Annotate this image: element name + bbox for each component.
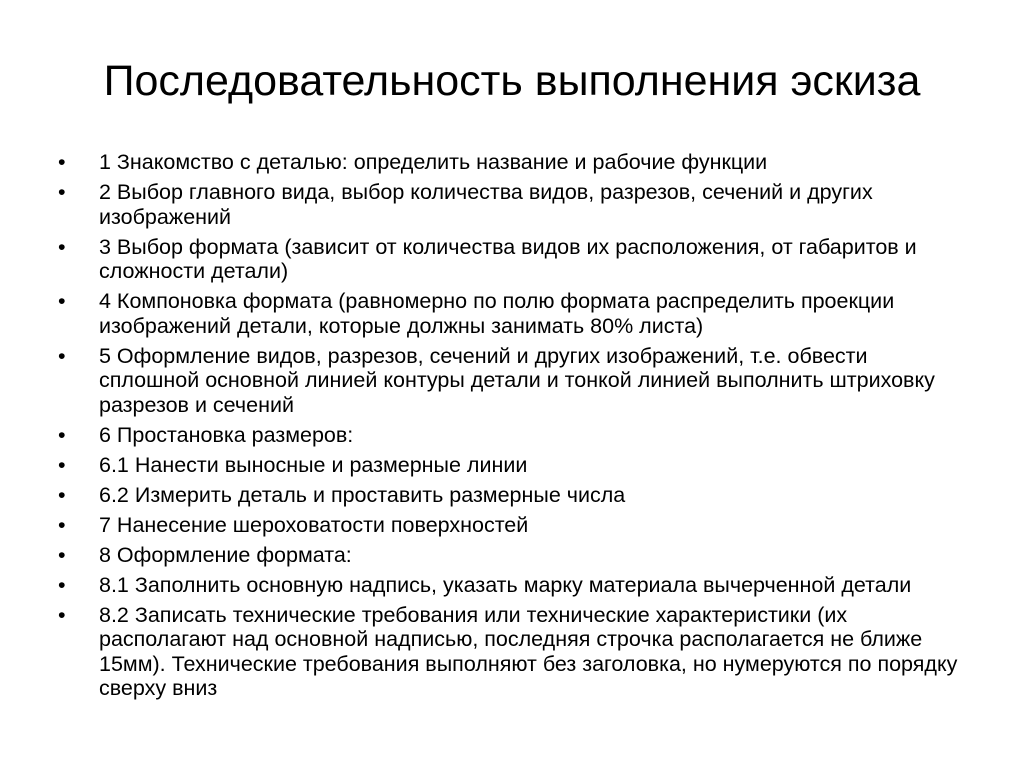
bullet-text: 6.1 Нанести выносные и размерные линии bbox=[99, 452, 528, 477]
bullet-icon: • bbox=[58, 452, 66, 477]
bullet-text: 5 Оформление видов, разрезов, сечений и других изображений, т.е. обвести сплошной основной линией контуры детали и тонкой линией выполнить штриховку разрезов и сечений bbox=[99, 343, 935, 417]
bullet-text: 8.1 Заполнить основную надпись, указать марку материала вычерченной детали bbox=[99, 572, 912, 597]
bullet-icon: • bbox=[58, 180, 66, 204]
bullet-text: 8.2 Записать технические требования или технические характеристики (их располагают над основной надписью, последняя строчка располагается не ближе 15мм). Технические требования выполняют без заголовка, но нумеруются по порядку сверху вниз bbox=[99, 602, 958, 700]
bullet-icon: • bbox=[58, 512, 66, 537]
bullet-icon: • bbox=[58, 150, 66, 174]
bullet-item-7 bbox=[58, 453, 958, 478]
bullet-icon: • bbox=[58, 602, 66, 627]
bullet-item-3 bbox=[58, 235, 958, 284]
bullet-text: 6.2 Измерить деталь и проставить размерные числа bbox=[99, 482, 626, 507]
bullet-icon: • bbox=[58, 572, 66, 597]
slide-title: Последовательность выполнения эскиза bbox=[103, 57, 921, 105]
bullet-icon: • bbox=[58, 422, 66, 447]
bullet-icon: • bbox=[58, 289, 66, 313]
bullet-text: 2 Выбор главного вида, выбор количества видов, разрезов, сечений и других изображений bbox=[99, 180, 873, 229]
bullet-icon: • bbox=[58, 234, 66, 259]
bullet-item-11 bbox=[58, 573, 958, 598]
bullet-item-1 bbox=[58, 150, 958, 175]
bullet-icon: • bbox=[58, 482, 66, 507]
bullet-item-2 bbox=[58, 180, 958, 229]
bullet-item-10 bbox=[58, 543, 958, 568]
bullet-item-6 bbox=[58, 423, 958, 448]
bullet-item-9 bbox=[58, 513, 958, 538]
bullet-list bbox=[58, 150, 958, 706]
bullet-text: 7 Нанесение шероховатости поверхностей bbox=[99, 512, 529, 537]
bullet-icon: • bbox=[58, 343, 66, 368]
bullet-text: 6 Простановка размеров: bbox=[99, 422, 354, 447]
bullet-text: 8 Оформление формата: bbox=[99, 542, 352, 567]
bullet-item-12 bbox=[58, 603, 958, 701]
bullet-item-8 bbox=[58, 483, 958, 508]
bullet-item-5 bbox=[58, 344, 958, 418]
bullet-icon: • bbox=[58, 542, 66, 567]
bullet-text: 1 Знакомство с деталью: определить название и рабочие функции bbox=[99, 150, 768, 174]
bullet-item-4 bbox=[58, 289, 958, 338]
bullet-text: 4 Компоновка формата (равномерно по полю формата распределить проекции изображений детали, которые должны занимать 80% листа) bbox=[99, 289, 895, 338]
bullet-text: 3 Выбор формата (зависит от количества видов их расположения, от габаритов и сложности детали) bbox=[99, 234, 917, 283]
